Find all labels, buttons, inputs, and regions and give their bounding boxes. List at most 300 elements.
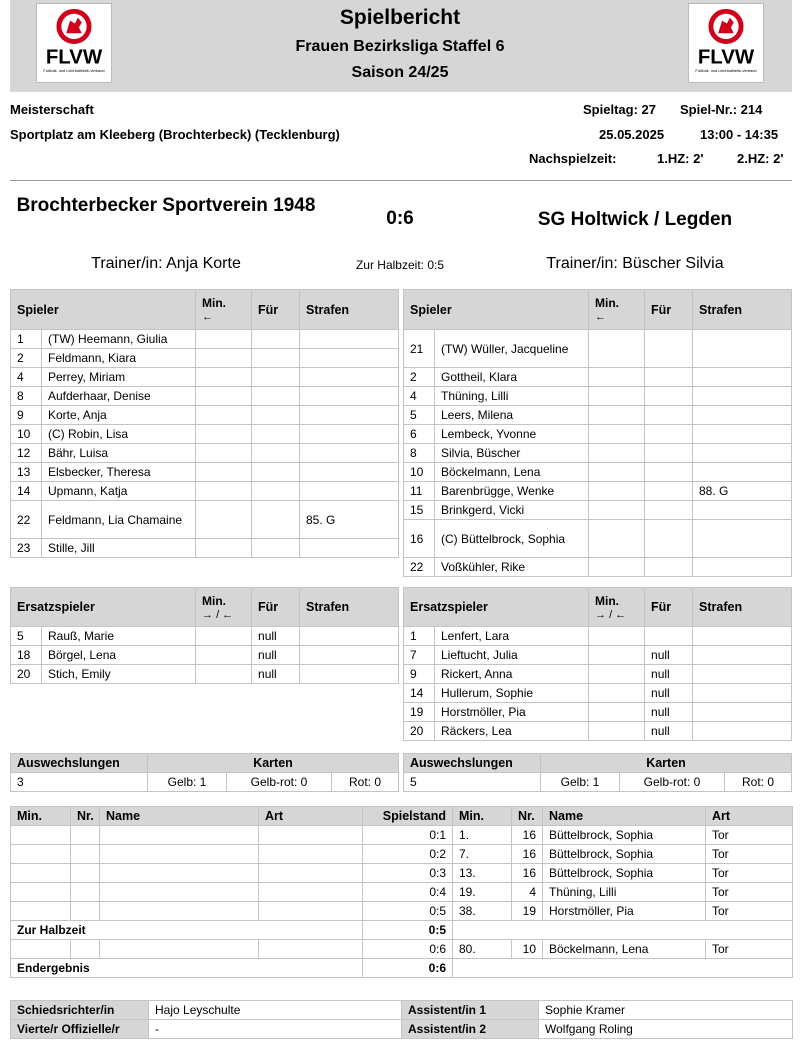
minute-cell xyxy=(589,387,645,406)
player-name: (C) Büttelbrock, Sophia xyxy=(435,520,589,558)
col-cards: Karten xyxy=(541,754,792,773)
table-row xyxy=(11,368,399,387)
for-cell: null xyxy=(252,665,300,684)
table-row xyxy=(404,444,792,463)
for-cell xyxy=(252,463,300,482)
event-row xyxy=(11,864,793,883)
for-cell xyxy=(252,425,300,444)
minute-cell xyxy=(589,406,645,425)
home-minute xyxy=(11,826,71,845)
substitutions-count: 3 xyxy=(11,773,148,792)
shirt-number: 22 xyxy=(404,558,435,577)
home-name xyxy=(100,902,259,921)
for-cell xyxy=(252,368,300,387)
table-row xyxy=(404,501,792,520)
col-for: Für xyxy=(645,290,693,330)
shirt-number: 19 xyxy=(404,703,435,722)
match-events-table xyxy=(10,806,793,978)
red-cards: Rot: 0 xyxy=(725,773,792,792)
penalty-cell xyxy=(693,684,792,703)
for-cell xyxy=(252,482,300,501)
away-art: Tor xyxy=(706,883,793,902)
home-name xyxy=(100,826,259,845)
minute-cell xyxy=(589,646,645,665)
shirt-number: 20 xyxy=(404,722,435,741)
player-name: Gottheil, Klara xyxy=(435,368,589,387)
shirt-number: 9 xyxy=(11,406,42,425)
player-name: Lembeck, Yvonne xyxy=(435,425,589,444)
extra-time-half1: 1.HZ: 2' xyxy=(657,151,704,166)
player-name: (TW) Heemann, Giulia xyxy=(42,330,196,349)
referee-label: Schiedsrichter/in xyxy=(11,1001,149,1020)
penalty-cell xyxy=(300,463,399,482)
yellow-cards: Gelb: 1 xyxy=(541,773,620,792)
player-name: Leers, Milena xyxy=(435,406,589,425)
player-name: Feldmann, Kiara xyxy=(42,349,196,368)
shirt-number: 2 xyxy=(404,368,435,387)
penalty-cell xyxy=(300,387,399,406)
table-row xyxy=(11,665,399,684)
player-name: Lieftucht, Julia xyxy=(435,646,589,665)
home-art xyxy=(259,826,363,845)
col-penalties: Strafen xyxy=(693,290,792,330)
col-min: Min. ← xyxy=(589,290,645,330)
for-cell xyxy=(252,444,300,463)
player-name: Thüning, Lilli xyxy=(435,387,589,406)
assistant1-name: Sophie Kramer xyxy=(539,1001,793,1020)
penalty-cell: 85. G xyxy=(300,501,399,539)
player-name: Silvia, Büscher xyxy=(435,444,589,463)
matchday: Spieltag: 27 xyxy=(583,102,656,117)
table-row xyxy=(404,722,792,741)
league-name: Frauen Bezirksliga Staffel 6 xyxy=(295,38,505,55)
col-penalties: Strafen xyxy=(693,588,792,627)
col-nr: Nr. xyxy=(512,807,543,826)
home-minute xyxy=(11,902,71,921)
event-row xyxy=(11,940,793,959)
penalty-cell: 88. G xyxy=(693,482,792,501)
away-nr: 4 xyxy=(512,883,543,902)
penalty-cell xyxy=(693,444,792,463)
minute-cell xyxy=(196,444,252,463)
penalty-cell xyxy=(693,406,792,425)
shirt-number: 18 xyxy=(11,646,42,665)
away-minute: 38. xyxy=(453,902,512,921)
player-name: (TW) Wüller, Jacqueline xyxy=(435,330,589,368)
table-row xyxy=(11,463,399,482)
table-row xyxy=(11,539,399,558)
minute-cell xyxy=(589,684,645,703)
svg-text:Fußball- und Leichtathletik-Ve: Fußball- und Leichtathletik-Verband xyxy=(695,68,757,74)
home-nr xyxy=(71,902,100,921)
substitutions-count: 5 xyxy=(404,773,541,792)
player-name: Böckelmann, Lena xyxy=(435,463,589,482)
player-name: Stille, Jill xyxy=(42,539,196,558)
col-min: Min. → / ← xyxy=(196,588,252,627)
referee-name: Hajo Leyschulte xyxy=(149,1001,402,1020)
for-cell xyxy=(645,330,693,368)
table-row xyxy=(11,482,399,501)
home-minute xyxy=(11,940,71,959)
home-lineup-table xyxy=(10,289,399,558)
col-subs: Ersatzspieler xyxy=(404,588,589,627)
penalty-cell xyxy=(693,703,792,722)
shirt-number: 14 xyxy=(404,684,435,703)
shirt-number: 4 xyxy=(404,387,435,406)
table-row xyxy=(404,684,792,703)
table-row xyxy=(404,463,792,482)
penalty-cell xyxy=(693,722,792,741)
minute-cell xyxy=(589,501,645,520)
for-cell xyxy=(645,482,693,501)
minute-cell xyxy=(196,539,252,558)
col-art: Art xyxy=(259,807,363,826)
player-name: Aufderhaar, Denise xyxy=(42,387,196,406)
col-for: Für xyxy=(252,290,300,330)
penalty-cell xyxy=(693,425,792,444)
player-name: Perrey, Miriam xyxy=(42,368,196,387)
player-name: Korte, Anja xyxy=(42,406,196,425)
home-team-name: Brochterbecker Sportverein 1948 xyxy=(16,195,316,216)
player-name: Bähr, Luisa xyxy=(42,444,196,463)
away-nr: 16 xyxy=(512,845,543,864)
col-for: Für xyxy=(252,588,300,627)
for-cell xyxy=(645,406,693,425)
col-nr: Nr. xyxy=(71,807,100,826)
shirt-number: 12 xyxy=(11,444,42,463)
extra-time-half2: 2.HZ: 2' xyxy=(737,151,784,166)
player-name: (C) Robin, Lisa xyxy=(42,425,196,444)
minute-cell xyxy=(196,330,252,349)
minute-cell xyxy=(589,722,645,741)
for-cell: null xyxy=(252,627,300,646)
home-nr xyxy=(71,826,100,845)
col-player: Spieler xyxy=(11,290,196,330)
home-art xyxy=(259,864,363,883)
col-penalties: Strafen xyxy=(300,588,399,627)
away-team-name: SG Holtwick / Legden xyxy=(537,209,733,230)
table-row xyxy=(404,387,792,406)
home-minute xyxy=(11,883,71,902)
for-cell xyxy=(645,627,693,646)
event-row xyxy=(11,902,793,921)
player-name: Upmann, Katja xyxy=(42,482,196,501)
shirt-number: 5 xyxy=(404,406,435,425)
for-cell xyxy=(252,406,300,425)
away-lineup-body xyxy=(404,330,792,577)
col-min: Min. → / ← xyxy=(589,588,645,627)
home-minute xyxy=(11,864,71,883)
yellow-red-cards: Gelb-rot: 0 xyxy=(620,773,725,792)
col-substitutions: Auswechslungen xyxy=(11,754,148,773)
col-name: Name xyxy=(100,807,259,826)
for-cell: null xyxy=(645,646,693,665)
penalty-cell xyxy=(693,520,792,558)
final-label: Endergebnis xyxy=(11,959,363,978)
for-cell: null xyxy=(645,665,693,684)
away-name: Böckelmann, Lena xyxy=(543,940,706,959)
player-name: Hullerum, Sophie xyxy=(435,684,589,703)
report-title: Spielbericht xyxy=(339,6,461,29)
final-score-cell: 0:6 xyxy=(363,959,453,978)
halftime-row xyxy=(11,921,793,940)
events-second-half xyxy=(11,940,793,959)
player-name: Voßkühler, Rike xyxy=(435,558,589,577)
for-cell xyxy=(645,501,693,520)
for-cell xyxy=(645,444,693,463)
event-row xyxy=(11,883,793,902)
minute-cell xyxy=(589,482,645,501)
away-name: Büttelbrock, Sophia xyxy=(543,864,706,883)
shirt-number: 5 xyxy=(11,627,42,646)
home-nr xyxy=(71,845,100,864)
home-art xyxy=(259,940,363,959)
shirt-number: 9 xyxy=(404,665,435,684)
away-minute: 13. xyxy=(453,864,512,883)
svg-text:FLVW: FLVW xyxy=(697,45,755,69)
penalty-cell xyxy=(300,330,399,349)
home-art xyxy=(259,883,363,902)
table-row xyxy=(404,558,792,577)
away-name: Büttelbrock, Sophia xyxy=(543,845,706,864)
event-score: 0:6 xyxy=(363,940,453,959)
for-cell xyxy=(645,368,693,387)
penalty-cell xyxy=(300,482,399,501)
away-art: Tor xyxy=(706,902,793,921)
player-name: Elsbecker, Theresa xyxy=(42,463,196,482)
col-substitutions: Auswechslungen xyxy=(404,754,541,773)
home-name xyxy=(100,845,259,864)
penalty-cell xyxy=(300,368,399,387)
for-cell: null xyxy=(252,646,300,665)
minute-cell xyxy=(196,665,252,684)
shirt-number: 16 xyxy=(404,520,435,558)
table-row xyxy=(11,387,399,406)
minute-cell xyxy=(589,463,645,482)
yellow-red-cards: Gelb-rot: 0 xyxy=(227,773,332,792)
shirt-number: 2 xyxy=(11,349,42,368)
halftime-label: Zur Halbzeit xyxy=(11,921,363,940)
minute-cell xyxy=(589,330,645,368)
player-name: Stich, Emily xyxy=(42,665,196,684)
col-art: Art xyxy=(706,807,793,826)
penalty-cell xyxy=(693,387,792,406)
home-nr xyxy=(71,883,100,902)
table-row xyxy=(11,330,399,349)
table-row xyxy=(11,646,399,665)
penalty-cell xyxy=(693,627,792,646)
away-nr: 16 xyxy=(512,864,543,883)
away-name: Thüning, Lilli xyxy=(543,883,706,902)
table-row xyxy=(404,406,792,425)
for-cell xyxy=(252,349,300,368)
table-row xyxy=(11,444,399,463)
home-name xyxy=(100,940,259,959)
shirt-number: 11 xyxy=(404,482,435,501)
event-row xyxy=(11,845,793,864)
away-name: Horstmöller, Pia xyxy=(543,902,706,921)
player-name: Rauß, Marie xyxy=(42,627,196,646)
events-first-half xyxy=(11,826,793,921)
home-nr xyxy=(71,864,100,883)
svg-text:Fußball- und Leichtathletik-Ve: Fußball- und Leichtathletik-Verband xyxy=(43,68,105,74)
penalty-cell xyxy=(300,665,399,684)
table-row xyxy=(404,665,792,684)
penalty-cell xyxy=(300,539,399,558)
home-name xyxy=(100,864,259,883)
home-trainer: Trainer/in: Anja Korte xyxy=(91,255,241,272)
minute-cell xyxy=(196,627,252,646)
table-row xyxy=(404,330,792,368)
officials-table xyxy=(10,1000,793,1039)
match-date: 25.05.2025 xyxy=(599,127,665,142)
penalty-cell xyxy=(693,665,792,684)
minute-cell xyxy=(589,558,645,577)
table-row xyxy=(404,703,792,722)
fourth-official-name: - xyxy=(149,1020,402,1039)
for-cell xyxy=(252,330,300,349)
minute-cell xyxy=(589,368,645,387)
separator xyxy=(10,180,792,181)
minute-cell xyxy=(196,463,252,482)
shirt-number: 20 xyxy=(11,665,42,684)
minute-cell xyxy=(196,482,252,501)
home-art xyxy=(259,845,363,864)
shirt-number: 21 xyxy=(404,330,435,368)
shirt-number: 22 xyxy=(11,501,42,539)
player-name: Lenfert, Lara xyxy=(435,627,589,646)
minute-cell xyxy=(196,501,252,539)
shirt-number: 7 xyxy=(404,646,435,665)
away-art: Tor xyxy=(706,864,793,883)
player-name: Horstmöller, Pia xyxy=(435,703,589,722)
col-score: Spielstand xyxy=(363,807,453,826)
event-score: 0:1 xyxy=(363,826,453,845)
for-cell xyxy=(645,387,693,406)
fourth-official-label: Vierte/r Offizielle/r xyxy=(11,1020,149,1039)
table-row xyxy=(404,368,792,387)
away-trainer: Trainer/in: Büscher Silvia xyxy=(546,255,724,272)
penalty-cell xyxy=(693,646,792,665)
penalty-cell xyxy=(300,425,399,444)
minute-cell xyxy=(196,425,252,444)
col-player: Spieler xyxy=(404,290,589,330)
table-row xyxy=(11,406,399,425)
away-summary-table xyxy=(403,753,792,792)
minute-cell xyxy=(589,703,645,722)
away-lineup-table xyxy=(403,289,792,577)
col-min: Min. xyxy=(11,807,71,826)
for-cell xyxy=(252,539,300,558)
penalty-cell xyxy=(300,627,399,646)
player-name: Barenbrügge, Wenke xyxy=(435,482,589,501)
table-row xyxy=(11,425,399,444)
away-minute: 7. xyxy=(453,845,512,864)
match-time: 13:00 - 14:35 xyxy=(700,127,779,142)
player-name: Rickert, Anna xyxy=(435,665,589,684)
home-art xyxy=(259,902,363,921)
minute-cell xyxy=(196,406,252,425)
table-row xyxy=(404,482,792,501)
yellow-cards: Gelb: 1 xyxy=(148,773,227,792)
minute-cell xyxy=(196,646,252,665)
home-minute xyxy=(11,845,71,864)
col-name: Name xyxy=(543,807,706,826)
penalty-cell xyxy=(693,330,792,368)
home-lineup-body xyxy=(11,330,399,558)
shirt-number: 14 xyxy=(11,482,42,501)
red-cards: Rot: 0 xyxy=(332,773,399,792)
away-minute: 19. xyxy=(453,883,512,902)
shirt-number: 23 xyxy=(11,539,42,558)
shirt-number: 6 xyxy=(404,425,435,444)
player-name: Börgel, Lena xyxy=(42,646,196,665)
away-name: Büttelbrock, Sophia xyxy=(543,826,706,845)
minute-cell xyxy=(589,444,645,463)
penalty-cell xyxy=(300,406,399,425)
table-row xyxy=(404,425,792,444)
home-summary-table xyxy=(10,753,399,792)
away-nr: 16 xyxy=(512,826,543,845)
shirt-number: 4 xyxy=(11,368,42,387)
shirt-number: 8 xyxy=(11,387,42,406)
away-art: Tor xyxy=(706,826,793,845)
shirt-number: 10 xyxy=(404,463,435,482)
shirt-number: 15 xyxy=(404,501,435,520)
shirt-number: 10 xyxy=(11,425,42,444)
away-subs-body xyxy=(404,627,792,741)
table-row xyxy=(404,520,792,558)
table-row xyxy=(404,627,792,646)
table-row xyxy=(11,501,399,539)
minute-cell xyxy=(589,665,645,684)
away-minute: 1. xyxy=(453,826,512,845)
for-cell xyxy=(645,520,693,558)
col-subs: Ersatzspieler xyxy=(11,588,196,627)
shirt-number: 1 xyxy=(404,627,435,646)
event-row xyxy=(11,826,793,845)
minute-cell xyxy=(589,627,645,646)
for-cell: null xyxy=(645,684,693,703)
penalty-cell xyxy=(693,368,792,387)
event-score: 0:4 xyxy=(363,883,453,902)
player-name: Räckers, Lea xyxy=(435,722,589,741)
away-subs-table xyxy=(403,587,792,741)
player-name: Brinkgerd, Vicki xyxy=(435,501,589,520)
for-cell xyxy=(645,463,693,482)
penalty-cell xyxy=(300,349,399,368)
table-row xyxy=(404,646,792,665)
away-minute: 80. xyxy=(453,940,512,959)
final-row xyxy=(11,959,793,978)
col-min: Min. ← xyxy=(196,290,252,330)
minute-cell xyxy=(196,387,252,406)
away-nr: 19 xyxy=(512,902,543,921)
competition: Meisterschaft xyxy=(10,102,94,117)
for-cell: null xyxy=(645,703,693,722)
minute-cell xyxy=(196,368,252,387)
halftime-score: Zur Halbzeit: 0:5 xyxy=(355,258,445,272)
home-subs-body xyxy=(11,627,399,684)
shirt-number: 8 xyxy=(404,444,435,463)
table-row xyxy=(11,349,399,368)
col-for: Für xyxy=(645,588,693,627)
minute-cell xyxy=(196,349,252,368)
shirt-number: 1 xyxy=(11,330,42,349)
assistant2-name: Wolfgang Roling xyxy=(539,1020,793,1039)
event-score: 0:3 xyxy=(363,864,453,883)
for-cell xyxy=(645,425,693,444)
